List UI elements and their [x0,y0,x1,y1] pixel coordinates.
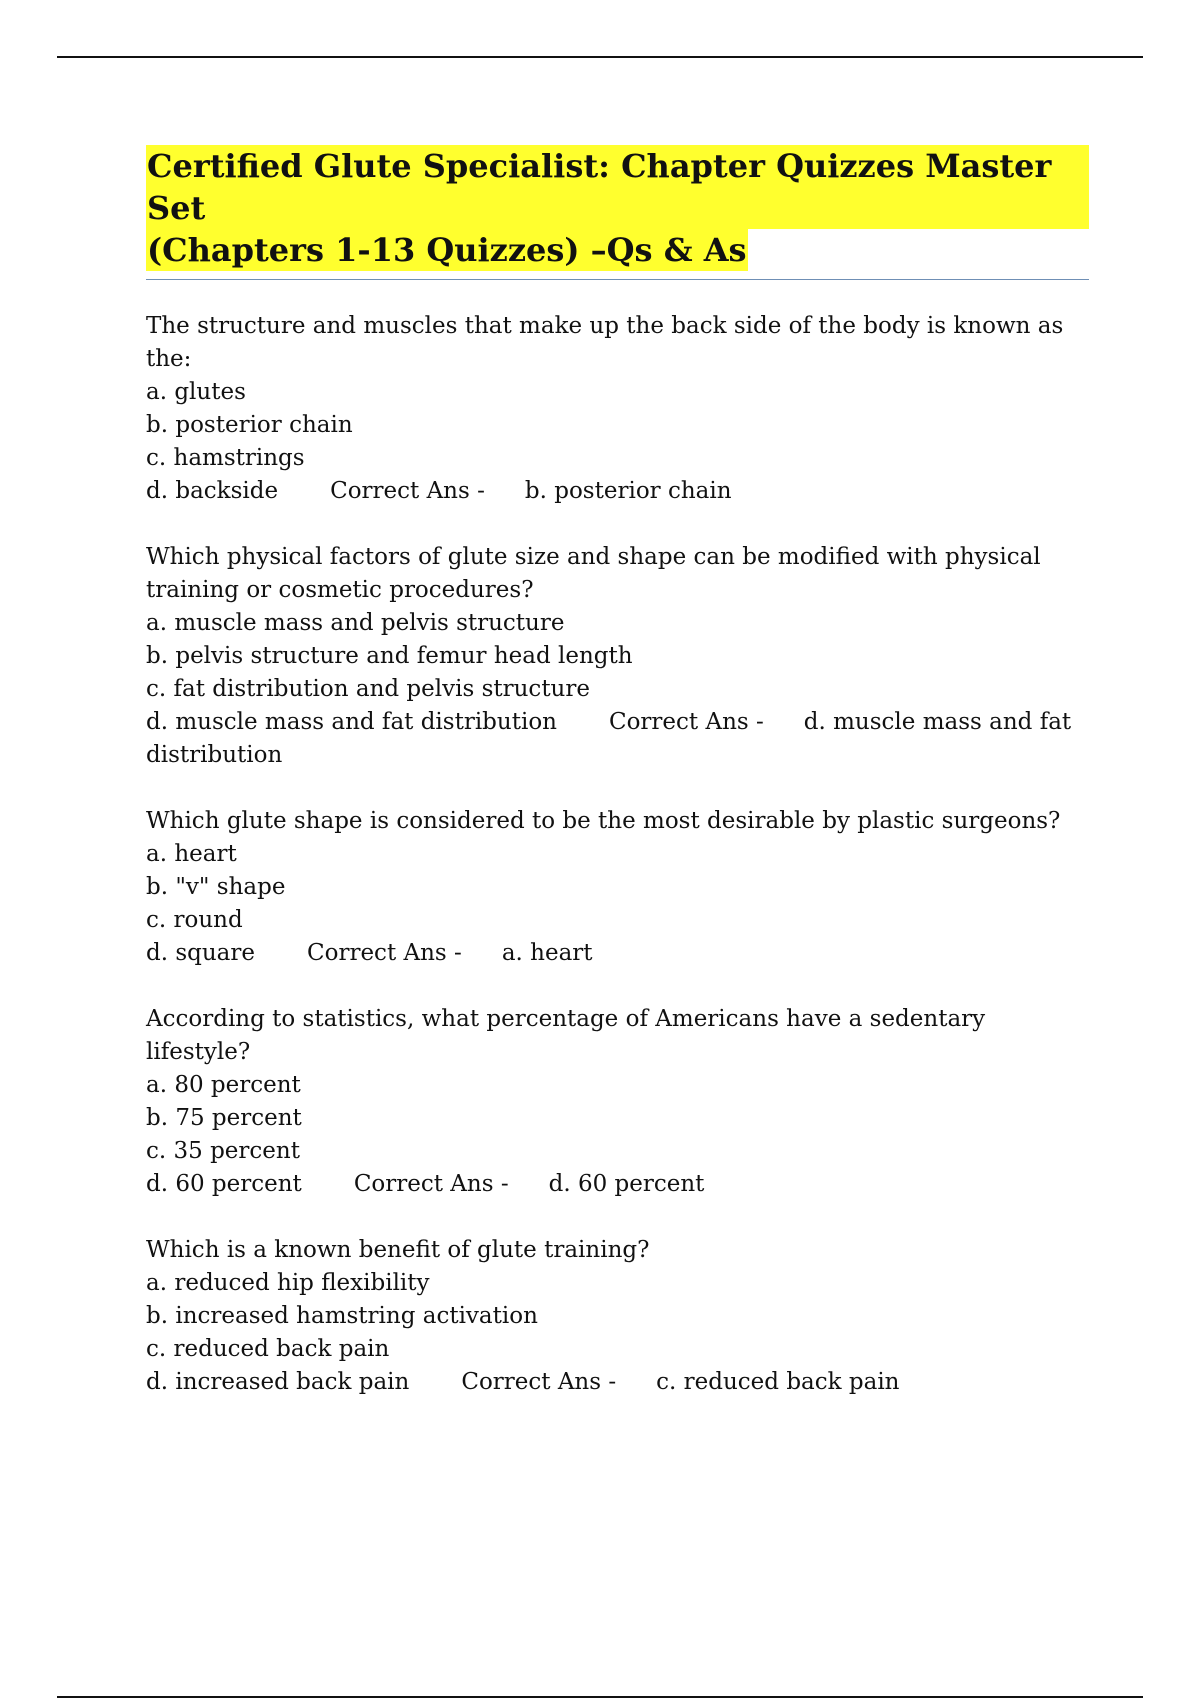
question-5 [146,1234,1089,1399]
option-b: b. 75 percent [146,1105,302,1131]
option-c: c. round [146,907,243,933]
option-c: c. fat distribution and pelvis structure [146,676,590,702]
correct-answer-label: Correct Ans - [353,1171,509,1197]
question-stem: According to statistics, what percentage of Americans have a sedentary lifestyle? [146,1006,986,1065]
option-a: a. glutes [146,379,246,405]
correct-answer: a. heart [501,940,593,966]
option-d: d. muscle mass and fat distribution [146,709,557,735]
option-d: d. 60 percent [146,1171,302,1197]
question-stem: Which glute shape is considered to be the most desirable by plastic surgeons? [146,808,1061,834]
question-4 [146,1003,1089,1201]
option-c: c. hamstrings [146,445,305,471]
option-a: a. 80 percent [146,1072,301,1098]
option-d: d. square [146,940,256,966]
option-c: c. 35 percent [146,1138,300,1164]
correct-answer-label: Correct Ans - [307,940,462,966]
correct-answer: d. muscle mass and fat distribution [146,709,1072,768]
option-d-with-answer [146,937,1089,970]
option-d-with-answer [146,1366,1089,1399]
correct-answer: d. 60 percent [548,1171,705,1197]
option-b: b. increased hamstring activation [146,1303,538,1329]
option-b: b. "v" shape [146,874,286,900]
title-line-1: Certified Glute Specialist: Chapter Quizzes Master Set [146,145,1089,229]
document-body [146,145,1089,1432]
question-1 [146,310,1089,508]
page-bottom-rule [57,1696,1143,1698]
correct-answer-label: Correct Ans - [608,709,764,735]
option-a: a. heart [146,841,237,867]
question-stem: Which is a known benefit of glute training? [146,1237,650,1263]
question-stem: The structure and muscles that make up the back side of the body is known as the: [146,313,1064,372]
option-d: d. increased back pain [146,1369,410,1395]
document-title [146,145,1089,271]
option-b: b. pelvis structure and femur head length [146,643,633,669]
question-stem: Which physical factors of glute size and shape can be modified with physical training or cosmetic procedures? [146,544,1041,603]
title-underline [146,279,1089,280]
question-2 [146,541,1089,772]
correct-answer-label: Correct Ans - [330,478,485,504]
correct-answer: b. posterior chain [524,478,732,504]
question-3 [146,805,1089,970]
title-line-2: (Chapters 1-13 Quizzes) –Qs & As [147,231,747,269]
option-d: d. backside [146,478,279,504]
option-d-with-answer [146,706,1089,772]
question-list [146,310,1089,1399]
option-a: a. muscle mass and pelvis structure [146,610,565,636]
page-top-rule [57,56,1143,58]
option-b: b. posterior chain [146,412,353,438]
option-d-with-answer [146,1168,1089,1201]
option-a: a. reduced hip flexibility [146,1270,430,1296]
correct-answer-label: Correct Ans - [461,1369,617,1395]
correct-answer: c. reduced back pain [656,1369,900,1395]
option-c: c. reduced back pain [146,1336,390,1362]
option-d-with-answer [146,475,1089,508]
